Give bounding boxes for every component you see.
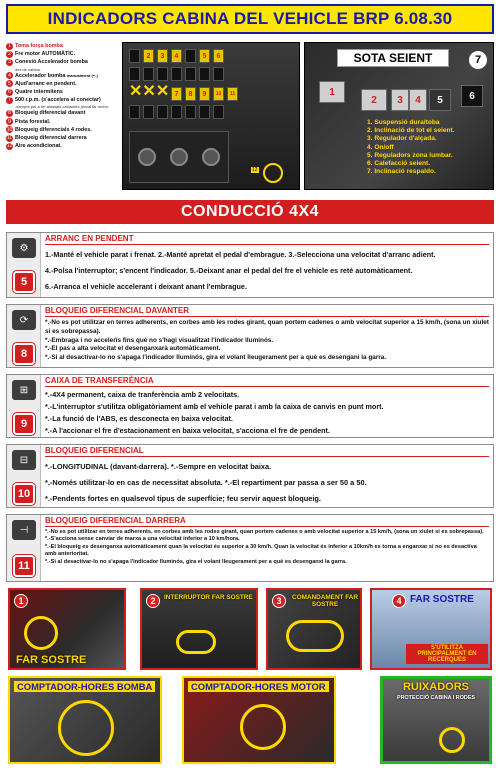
transfer-case-block	[6, 374, 494, 438]
switch-label: 5	[199, 49, 210, 63]
photo-pump-hour-meter	[8, 676, 162, 764]
legend-item: 12 Aire acondicionat.	[6, 143, 62, 150]
block-heading: CAIXA DE TRANSFERÈNCIA	[45, 376, 489, 387]
block-line: *.-L'interruptor s'utilitza obligatòriament amb el vehicle parat i amb la caixa de canvis en punt mort.	[45, 402, 384, 411]
front-axle-lock-icon: ⟳	[12, 310, 36, 330]
hill-start-icon: ⚙	[12, 238, 36, 258]
x-mark-icon: ✕✕✕	[129, 83, 170, 100]
photo-roof-light-exterior	[370, 588, 492, 670]
seat-control: 6	[461, 85, 483, 107]
highlight-circle	[58, 700, 114, 756]
switch-label: 4	[171, 49, 182, 63]
switch-panel	[129, 49, 236, 125]
photo-caption: COMPTADOR-HORES MOTOR	[188, 681, 329, 692]
legend-item: 11 Bloqueig diferencial darrera	[6, 134, 87, 142]
block-line: 6.-Arranca el vehicle accelerant i deixant anant l'embrague.	[45, 282, 247, 291]
photo-sprinklers	[380, 676, 492, 764]
block-line: *.-No es pot utilitzar en terres adherents, en corbes amb les rodes girant, quan portem cadenes o amb velocitat superior a 15 km/h, (sona un xiulet si es sobrepassa).	[45, 529, 484, 535]
block-heading: BLOQUEIG DIFERENCIAL DARRERA	[45, 516, 489, 527]
switch-label: 8	[185, 87, 196, 101]
legend-item: 8 Bloqueig diferencial davant	[6, 109, 120, 117]
photo-caption: FAR SOSTRE	[16, 654, 87, 666]
seat-header: SOTA SEIENT	[337, 49, 449, 67]
block-line: *.-Embraga i no accelerïs fins què no s'hagi visualitzat l'indicador lluminós.	[45, 336, 274, 344]
block-number-badge: 10	[13, 483, 35, 505]
legend-item: 2 Fre motor AUTOMÀTIC.	[6, 50, 120, 58]
legend-item: 1 Toma força bomba	[6, 42, 120, 50]
photo-caption: FAR SOSTRE	[410, 594, 474, 605]
knob-icon	[202, 148, 220, 166]
photo-caption: COMPTADOR-HORES BOMBA	[14, 681, 155, 692]
highlight-circle	[439, 727, 465, 753]
legend-item: 3 Conexió Accelerador bomba	[6, 58, 120, 66]
block-line: *.-S'acciona sense canviar de marxa a una velocitat inferior a 10 km/hora.	[45, 536, 240, 543]
photo-note: S'UTILITZA PRINCIPALMENT EN RECERQUES	[406, 644, 488, 664]
legend-item: 7 500 r.p.m. (s'accelera al conectar)	[6, 96, 120, 104]
block-line: *.-A l'accionar el fre d'estacionament en baixa velocitat, s'acciona el fre de pendent.	[45, 426, 330, 435]
switch-label: 3	[157, 49, 168, 63]
photo-caption: INTERRUPTOR FAR SOSTRE	[164, 594, 253, 601]
block-heading: BLOQUEIG DIFERENCIAL	[45, 446, 489, 457]
switch-label: 6	[213, 49, 224, 63]
block-number-badge: 11	[13, 555, 35, 577]
under-seat-photo	[304, 42, 494, 190]
dashboard-photo	[122, 42, 300, 190]
photo-number: 1	[14, 594, 28, 608]
block-line: 4.-Polsa l'interruptor; s'encent l'indicador. 5.-Deixant anar el pedal del fre el vehicle es reté automàticament.	[45, 266, 413, 275]
transfer-case-icon: ⊞	[12, 380, 36, 400]
block-line: *.-Només utilitzar-lo en cas de necessitat absoluta. *.-El repartiment par passa a ser 50 a 50.	[45, 478, 367, 487]
seat-marker: 7	[469, 51, 487, 69]
legend-item: 9 Pista forestal.	[6, 118, 120, 126]
legend-item: 10 Bloqueig diferencials 4 rodes.	[6, 126, 92, 133]
photo-number: 4	[392, 594, 406, 608]
switch-label: 10	[213, 87, 224, 101]
section-title: CONDUCCIÓ 4X4	[180, 203, 320, 220]
switch-label: 9	[199, 87, 210, 101]
block-number-badge: 5	[13, 271, 35, 293]
highlight-circle	[24, 616, 58, 650]
block-line: *.-Si al desactivar-lo no s'apaga l'indicador lluminós, gira el volant lleugerament per a què es desengani la garra.	[45, 354, 387, 362]
block-number-badge: 8	[13, 343, 35, 365]
block-line: *.-No es pot utilitzar en terres adherents, en corbes amb les rodes girant, quan portem cadenes o amb velocitat superior a 15 km/h, (sona un xiulet si es sobrepassa).	[45, 319, 489, 335]
photo-engine-hour-meter	[182, 676, 336, 764]
block-line: *.-LONGITUDINAL (davant-darrera). *.-Sempre en velocitat baixa.	[45, 462, 272, 471]
photo-subcaption: PROTECCIÓ CABINA I RODES	[397, 695, 475, 701]
page-title-bar	[6, 4, 494, 34]
hill-start-block	[6, 232, 494, 298]
highlight-circle	[240, 704, 286, 750]
switch-label: 7	[171, 87, 182, 101]
block-line: *.-El bloqueig es desenganxa automàticament quan la velocitat és superior a 30 km/h. Quan la velocitat és inferior a 10km/h es torna a enganxar si no es desactiva amb anterioritat.	[45, 543, 477, 558]
page-title: INDICADORS CABINA DEL VEHICLE BRP 6.08.30	[47, 9, 453, 28]
seat-control: 4	[409, 89, 427, 111]
seat-control: 1	[319, 81, 345, 103]
knob-icon	[170, 148, 188, 166]
radio-panel	[129, 131, 229, 183]
block-line: 1.-Manté el vehicle parat i frenat. 2.-Manté apretat el pedal d'embrague. 3.-Selecciona una velocitat d'arranc adient.	[45, 250, 436, 259]
legend-item: 6 Quatre intermitens	[6, 88, 120, 96]
block-heading: ARRANC EN PENDENT	[45, 234, 489, 245]
block-line: *.-Si al desactivar-lo no s'apaga l'indicador lluminós, gira el volant lleugerament per a què es desenganxi la garra.	[45, 558, 347, 565]
legend-item: 4 Accelerador bomba manualment (+-)	[6, 72, 120, 80]
block-line: *.-El pas a alta velocitat el desenganxarà automàticament.	[45, 345, 221, 353]
block-line: *.-Pendents fortes en qualsevol tipus de superfície; feu servir aquest bloqueig.	[45, 494, 321, 503]
photo-number: 2	[146, 594, 160, 608]
four-wheel-lock-icon: ⊟	[12, 450, 36, 470]
photo-roof-control	[266, 588, 362, 670]
diff-lock-block	[6, 444, 494, 508]
seat-control: 2	[361, 89, 387, 111]
block-line: *.-La funció de l'ABS, es desconecta en baixa velocitat.	[45, 414, 233, 423]
highlight-circle	[263, 163, 283, 183]
legend-item: 5 Ajud'arranc en pendent.	[6, 80, 120, 88]
highlight-circle	[286, 620, 344, 652]
block-heading: BLOQUEIG DIFERENCIAL DAVANTER	[45, 306, 489, 317]
seat-control: 3	[391, 89, 409, 111]
indicator-legend	[6, 42, 120, 190]
seat-control: 5	[429, 89, 451, 111]
legend-subtext: -sempre per a fer alimsals caldantes (excal'far motor.	[15, 104, 109, 110]
photo-roof-switch	[140, 588, 258, 670]
section-title-bar	[6, 200, 494, 224]
block-number-badge: 9	[13, 413, 35, 435]
photo-number: 3	[272, 594, 286, 608]
ac-tag: 12	[252, 167, 258, 173]
rear-axle-lock-icon: ⊣	[12, 520, 36, 540]
photo-caption: COMANDAMENT FAR SOSTRE	[291, 594, 359, 608]
front-diff-lock-block	[6, 304, 494, 368]
legend-subtext: des de cabina.	[15, 66, 42, 72]
switch-label: 11	[227, 87, 238, 101]
photo-roof-light	[8, 588, 126, 670]
seat-list: 1. Suspensió dura/toba 2. Inclinació de tot el seient. 3. Regulador d'alçada. 4. On/off 5. Reguladors zona lumbar. 6. Calefacció seient. 7. Inclinació respaldo.	[367, 119, 455, 176]
switch-label: 2	[143, 49, 154, 63]
rear-diff-lock-block	[6, 514, 494, 582]
highlight-circle	[176, 630, 216, 654]
knob-icon	[138, 148, 156, 166]
photo-caption: RUIXADORS	[402, 681, 469, 693]
block-line: *.-4X4 permanent, caixa de tranferència amb 2 velocitats.	[45, 390, 240, 399]
